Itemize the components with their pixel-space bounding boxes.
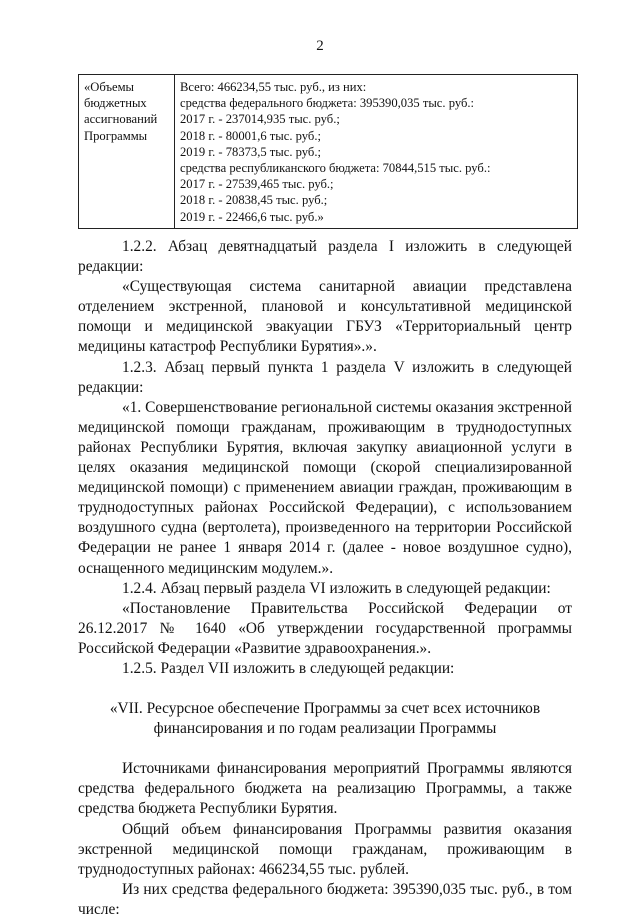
section-heading-line: «VII. Ресурсное обеспечение Программы за счет всех источников: [109, 700, 541, 718]
section-heading: [78, 699, 572, 739]
paragraph-1-2-5: 1.2.5. Раздел VII изложить в следующей редакции:: [122, 659, 455, 677]
funding-table: [78, 74, 578, 229]
value-line: 2019 г. - 22466,6 тыс. руб.»: [180, 209, 324, 224]
paragraph-sources: Источниками финансирования мероприятий Программы являются средства федерального бюджета на реализацию Программы, а также средства бюджета Республики Бурятия.: [78, 760, 572, 818]
label-line: «Объемы: [84, 80, 135, 94]
paragraph-resolution: «Постановление Правительства Российской Федерации от 26.12.2017 № 1640 «Об утверждении государственной программы Российской Федерации «Развитие здравоохранения.».: [78, 599, 572, 657]
label-line: бюджетных: [84, 96, 147, 111]
value-line: средства республиканского бюджета: 70844,515 тыс. руб.:: [180, 161, 491, 176]
paragraph-modernization: «1. Совершенствование региональной системы оказания экстренной медицинской помощи гражданам, проживающим в труднодоступных районах Республики Бурятия, включая закупку авиационной услуги в целях оказания медицинской помощи (скорой специализированной медицинской помощи) с применением авиации граждан, проживающим в труднодоступных районах Российской Федерации), с использованием воздушного судна (вертолета), произведенного на территории Российской Федерации не ранее 1 января 2014 г. (далее - новое воздушное судно), оснащенного медицинским модулем.».: [78, 398, 572, 577]
label-line: ассигнований: [84, 112, 158, 127]
value-line: 2017 г. - 27539,465 тыс. руб.;: [180, 177, 334, 192]
value-line: 2019 г. - 78373,5 тыс. руб.;: [180, 144, 321, 159]
value-line: Всего: 466234,55 тыс. руб., из них:: [180, 80, 367, 94]
value-line: 2018 г. - 20838,45 тыс. руб.;: [180, 193, 328, 208]
table-label-cell: [79, 75, 175, 229]
paragraph-1-2-2: 1.2.2. Абзац девятнадцатый раздела I изложить в следующей редакции:: [78, 238, 572, 276]
document-body: [78, 237, 572, 920]
page-number: 2: [316, 38, 324, 54]
paragraph-1-2-4: 1.2.4. Абзац первый раздела VI изложить в следующей редакции:: [122, 579, 551, 597]
paragraph-sanaviation: «Существующая система санитарной авиации представлена отделением экстренной, плановой и консультативной медицинской помощи и медицинской эвакуации ГБУЗ «Территориальный центр медицины катастроф Республики Бурятия».».: [78, 278, 572, 356]
value-line: средства федерального бюджета: 395390,035 тыс. руб.:: [180, 96, 475, 111]
table-value-cell: [175, 75, 578, 229]
section-heading-line: финансирования и по годам реализации Программы: [153, 720, 497, 738]
value-line: 2017 г. - 237014,935 тыс. руб.;: [180, 112, 340, 127]
value-line: 2018 г. - 80001,6 тыс. руб.;: [180, 128, 321, 143]
label-line: Программы: [84, 128, 148, 143]
paragraph-federal-budget: Из них средства федерального бюджета: 395390,035 тыс. руб., в том числе:: [78, 880, 572, 918]
paragraph-total-volume: Общий объем финансирования Программы развития оказания экстренной медицинской помощи гражданам, проживающим в труднодоступных районах: 466234,55 тыс. рублей.: [78, 820, 572, 878]
table-row: [79, 75, 578, 229]
paragraph-1-2-3: 1.2.3. Абзац первый пункта 1 раздела V изложить в следующей редакции:: [78, 358, 572, 396]
